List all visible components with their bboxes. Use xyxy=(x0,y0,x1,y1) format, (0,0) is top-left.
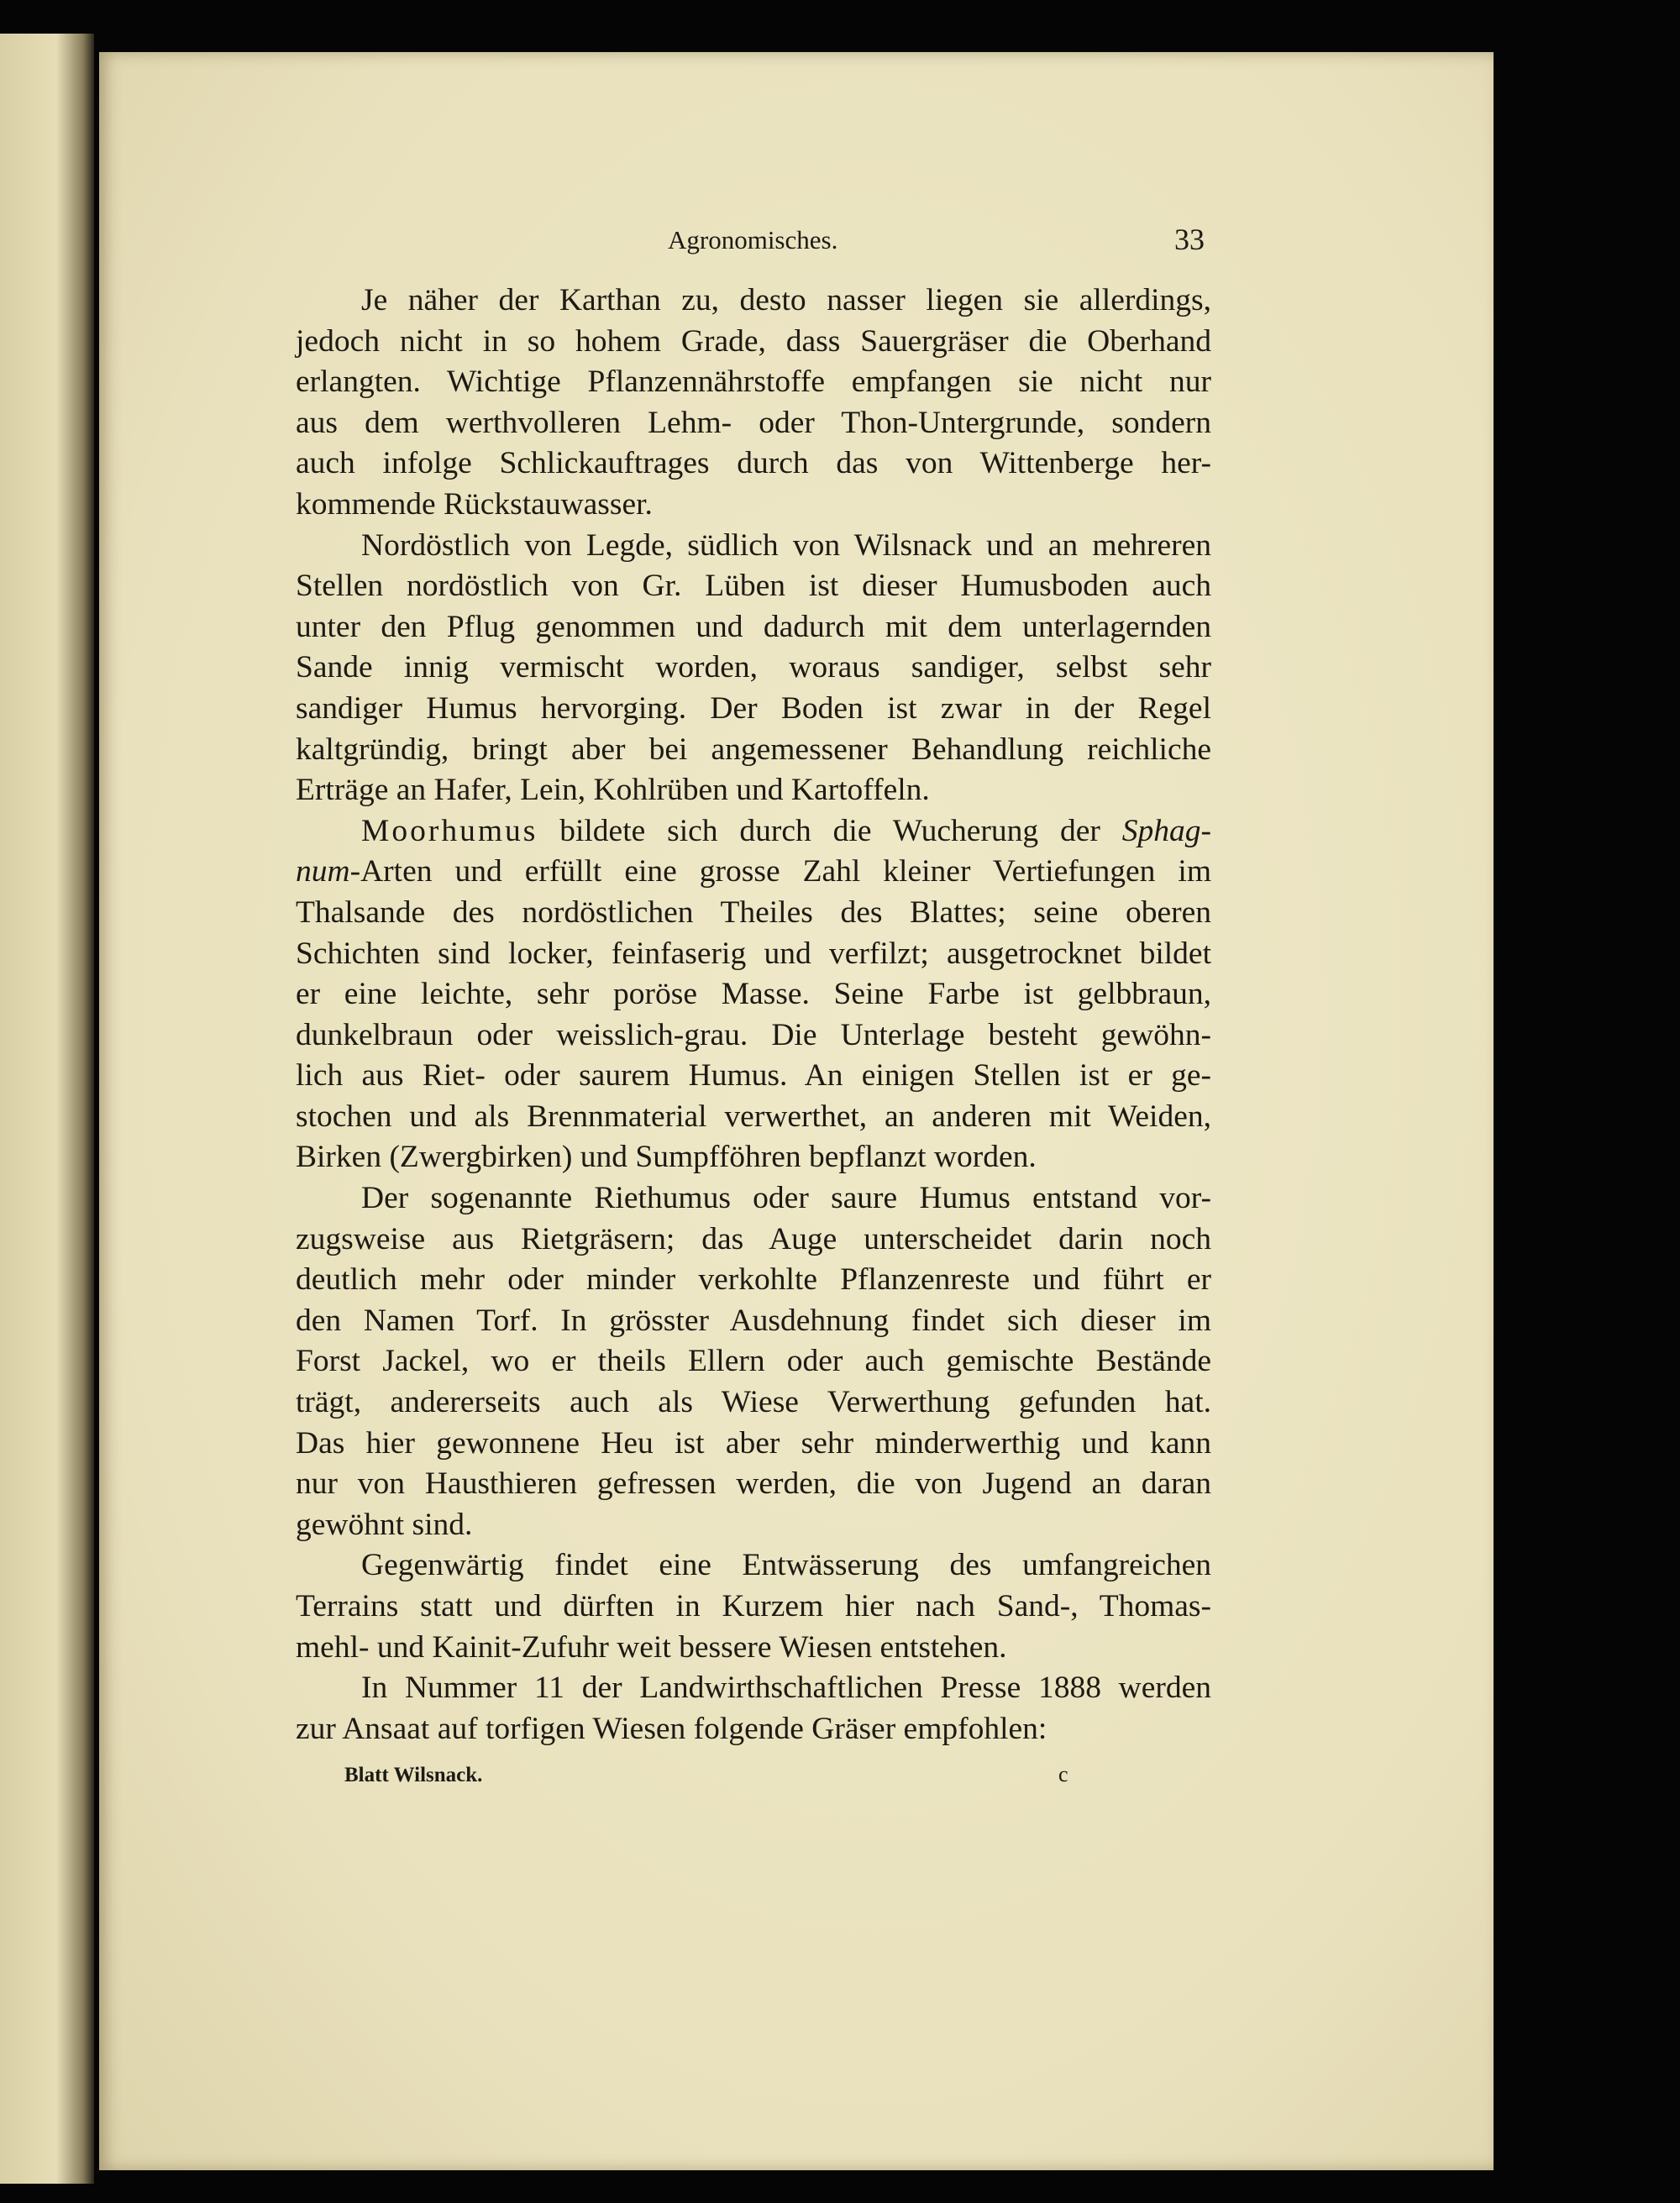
line-text: deutlich mehr oder minder verkohlte Pflanzenreste und führt er xyxy=(296,1262,1211,1298)
text-line xyxy=(296,689,1211,730)
line-text: aus dem werthvolleren Lehm- oder Thon-Untergrunde, sondern xyxy=(296,405,1211,440)
paragraph xyxy=(296,1545,1211,1668)
line-text: lich aus Riet- oder saurem Humus. An einigen Stellen ist er ge- xyxy=(296,1058,1211,1094)
text-line xyxy=(296,1382,1211,1424)
text-line xyxy=(296,1668,1211,1709)
line-text: den Namen Torf. In grösster Ausdehnung findet sich dieser im xyxy=(296,1303,1211,1338)
line-text: In Nummer 11 der Landwirthschaftlichen Presse 1888 werden xyxy=(361,1671,1211,1706)
line-text: Sande innig vermischt worden, woraus sandiger, selbst sehr xyxy=(296,650,1211,685)
text-line xyxy=(296,403,1211,444)
line-text: kaltgründig, bringt aber bei angemessener Behandlung reichliche xyxy=(296,732,1211,767)
previous-page-edge xyxy=(0,34,94,2184)
body-text xyxy=(296,281,1211,1749)
paragraph xyxy=(296,281,1211,526)
page-number: 33 xyxy=(1174,223,1205,256)
line-text: sandiger Humus hervorging. Der Boden ist zwar in der Regel xyxy=(296,690,1211,726)
line-text: Birken (Zwergbirken) und Sumpfföhren bepflanzt worden. xyxy=(296,1140,1037,1175)
text-line xyxy=(296,1097,1211,1138)
line-text: trägt, andererseits auch als Wiese Verwerthung gefunden hat. xyxy=(296,1385,1211,1420)
text-line xyxy=(296,1178,1211,1220)
text-line xyxy=(296,893,1211,934)
text-line xyxy=(296,1505,1211,1546)
text-line xyxy=(296,934,1211,975)
footer-signature: Blatt Wilsnack. xyxy=(344,1764,483,1786)
text-line xyxy=(296,1056,1211,1097)
line-text: Schichten sind locker, feinfaserig und verfilzt; ausgetrocknet bildet xyxy=(296,936,1211,971)
text-line xyxy=(296,648,1211,689)
text-line xyxy=(296,852,1211,893)
line-text: Terrains statt und dürften in Kurzem hier nach Sand-, Thomas- xyxy=(296,1589,1211,1623)
line-text: mehl- und Kainit-Zufuhr weit bessere Wiesen entstehen. xyxy=(296,1629,1007,1665)
running-title: Agronomisches. xyxy=(668,225,838,254)
line-text: bildete sich durch die Wucherung der xyxy=(538,813,1122,848)
text-line xyxy=(296,974,1211,1015)
text-line xyxy=(296,730,1211,771)
text-line xyxy=(296,1587,1211,1628)
text-line xyxy=(296,443,1211,485)
line-text: Stellen nordöstlich von Gr. Lüben ist dieser Humusboden auch xyxy=(296,569,1211,604)
line-text: zugsweise aus Rietgräsern; das Auge unterscheidet darin noch xyxy=(296,1221,1211,1256)
paragraph xyxy=(296,526,1211,811)
text-line xyxy=(296,607,1211,648)
line-text: -Arten und erfüllt eine grosse Zahl kleiner Vertiefungen im xyxy=(349,854,1211,889)
text-line xyxy=(296,1341,1211,1382)
italic-term: num xyxy=(296,854,350,889)
line-text: Je näher der Karthan zu, desto nasser liegen sie allerdings, xyxy=(361,283,1211,317)
text-line xyxy=(296,526,1211,567)
paragraph xyxy=(296,1668,1211,1749)
text-line xyxy=(296,1628,1211,1669)
spaced-term: Moorhumus xyxy=(361,813,538,848)
paragraph xyxy=(296,1178,1211,1545)
line-text: zur Ansaat auf torfigen Wiesen folgende Gräser empfohlen: xyxy=(296,1711,1047,1746)
text-line xyxy=(296,281,1211,322)
text-line xyxy=(296,1260,1211,1301)
text-line xyxy=(296,362,1211,403)
line-text: jedoch nicht in so hohem Grade, dass Sauergräser die Oberhand xyxy=(296,323,1211,359)
text-line xyxy=(296,770,1211,811)
line-text: gewöhnt sind. xyxy=(296,1507,473,1542)
line-text: Thalsande des nordöstlichen Theiles des Blattes; seine oberen xyxy=(296,894,1211,930)
line-text: stochen und als Brennmaterial verwerthet, an anderen mit Weiden, xyxy=(296,1099,1211,1134)
text-line xyxy=(296,1137,1211,1178)
line-text: Nordöstlich von Legde, südlich von Wilsnack und an mehreren xyxy=(361,527,1211,563)
text-line xyxy=(296,322,1211,363)
line-text: kommende Rückstauwasser. xyxy=(296,486,653,522)
text-line xyxy=(296,1424,1211,1465)
footer-sheet-mark: c xyxy=(1058,1762,1068,1786)
line-text: Erträge an Hafer, Lein, Kohlrüben und Kartoffeln. xyxy=(296,773,930,808)
paragraph xyxy=(296,811,1211,1178)
text-line xyxy=(296,1545,1211,1587)
line-text: Das hier gewonnene Heu ist aber sehr minderwerthig und kann xyxy=(296,1425,1211,1461)
text-line xyxy=(296,1464,1211,1505)
text-line xyxy=(296,1220,1211,1261)
line-text: unter den Pflug genommen und dadurch mit dem unterlagernden xyxy=(296,609,1211,644)
line-text: Der sogenannte Riethumus oder saure Humus entstand vor- xyxy=(361,1181,1211,1216)
text-line xyxy=(296,1709,1211,1750)
text-line xyxy=(296,811,1211,852)
line-text: er eine leichte, sehr poröse Masse. Seine Farbe ist gelbbraun, xyxy=(296,977,1211,1012)
text-line xyxy=(296,1301,1211,1342)
text-line xyxy=(296,485,1211,526)
line-text: dunkelbraun oder weisslich-grau. Die Unterlage besteht gewöhn- xyxy=(296,1017,1211,1052)
text-line xyxy=(296,1015,1211,1057)
line-text: auch infolge Schlickauftrages durch das von Wittenberge her- xyxy=(296,446,1211,481)
line-text: nur von Hausthieren gefressen werden, die von Jugend an daran xyxy=(296,1466,1211,1502)
text-line xyxy=(296,566,1211,607)
line-text: Gegenwärtig findet eine Entwässerung des umfangreichen xyxy=(361,1548,1211,1583)
line-text: Forst Jackel, wo er theils Ellern oder auch gemischte Bestände xyxy=(296,1344,1211,1379)
italic-term: Sphag- xyxy=(1121,813,1211,848)
line-text: erlangten. Wichtige Pflanzennährstoffe empfangen sie nicht nur xyxy=(296,365,1211,400)
